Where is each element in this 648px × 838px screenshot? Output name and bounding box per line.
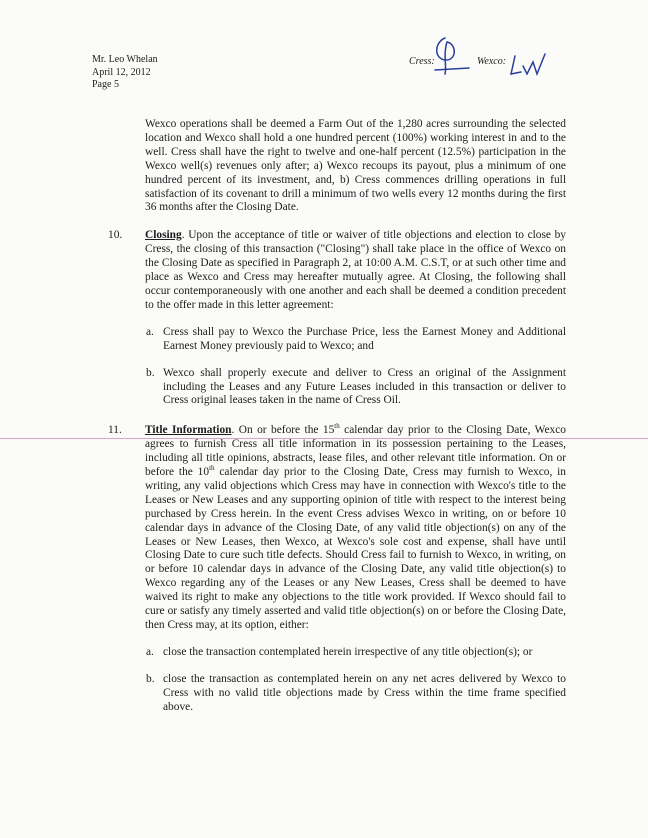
- list-item-text: Wexco shall properly execute and deliver to Cress an original of the Assignment including the Leases and any Future Leases included in this transaction or deliver to Cress original leases taken in the name of Cress Oil.: [163, 366, 566, 407]
- list-item-letter: a.: [146, 325, 154, 338]
- list-item-letter: a.: [146, 645, 154, 658]
- section-text: calendar day prior to the Closing Date, Cress may furnish to Wexco, in writing, any valid objections which Cress may have in connection with Wexco's title to the Leases or New Leases and any supporting opinion of title with respect to the interest being purchased by Cress herein. In the event Cress advises Wexco in writing, on or before 10 calendar days in advance of the Closing Date, of any valid title objection(s) on any of the Leases or New Leases, then Wexco, at Wexco's sole cost and expense, shall have until Closing Date to cure such title defects. Should Cress fail to furnish to Wexco, in writing, on or before 10 calendar days in advance of the Closing Date, any valid title objection(s) to Wexco regarding any of the Leases or any New Leases, Cress shall be deemed to have waived its right to make any objections to the title work provided. If Wexco should fail to cure or satisfy any timely asserted and valid title objection(s) on or before the Closing Date, then Cress may, at its option, either:: [145, 466, 566, 631]
- list-item: [146, 645, 566, 660]
- wexco-initials-label: Wexco:: [477, 56, 507, 67]
- list-item: [146, 325, 566, 354]
- list-item-letter: b.: [146, 672, 155, 685]
- list-item-letter: b.: [146, 366, 155, 379]
- ordinal-suffix: th: [334, 422, 340, 431]
- wexco-initials-mark: [511, 54, 545, 74]
- cress-initials-label: Cress:: [409, 56, 435, 67]
- cress-initials-mark: [435, 38, 469, 74]
- section-text: calendar day prior to the Closing Date, Wexco agrees to furnish Cress all title information in its possession pertaining to the Leases, including all title opinions, abstracts, lease files, and other relevant title information. On or before the 10: [145, 424, 566, 479]
- ordinal-suffix: th: [209, 464, 215, 473]
- section-heading: Closing: [145, 229, 182, 242]
- section-text: . On or before the 15: [231, 424, 335, 437]
- section-closing: [108, 229, 566, 312]
- letter-body: [108, 118, 566, 728]
- intro-paragraph: Wexco operations shall be deemed a Farm Out of the 1,280 acres surrounding the selected location and Wexco shall hold a one hundred percent (100%) working interest in and to the well. Cress shall have the right to twelve and one-half percent (12.5%) participation in the Wexco well(s) revenues only after; a) Wexco recoups its payout, plus a minimum of one hundred percent of its investment, and, b) Cress commences drilling operations in full satisfaction of its covenant to drill a minimum of two wells every 12 months during the first 36 months after the Closing Date.: [145, 118, 566, 214]
- section-heading: Title Information: [145, 424, 232, 437]
- list-item: [146, 366, 566, 409]
- list-item-text: close the transaction as contemplated herein on any net acres delivered by Wexco to Cress with no valid title objections made by Cress within the time frame specified above.: [163, 672, 566, 713]
- initials-block: [405, 34, 575, 78]
- page-number: Page 5: [92, 79, 119, 90]
- section-text: . Upon the acceptance of title or waiver of title objections and election to close by Cress, the closing of this transaction ("Closing") shall take place in the office of Wexco on the Closing Date as specified in Paragraph 2, at 10:00 A.M. C.S.T, or at such other time and place as Wexco and Cress may hereafter mutually agree. At Closing, the following shall occur contemporaneously with one another and each shall be deemed a condition precedent to the offer made in this letter agreement:: [145, 229, 566, 311]
- list-item-text: Cress shall pay to Wexco the Purchase Price, less the Earnest Money and Additional Earnest Money previously paid to Wexco; and: [163, 325, 566, 352]
- handwritten-initials: [405, 34, 575, 78]
- letter-date: April 12, 2012: [92, 66, 151, 78]
- list-item-text: close the transaction contemplated herein irrespective of any title objection(s); or: [163, 645, 533, 658]
- section-number: 11.: [108, 424, 122, 437]
- letter-header: [92, 54, 158, 92]
- list-item: [146, 672, 566, 715]
- section-number: 10.: [108, 229, 123, 242]
- recipient-name: Mr. Leo Whelan: [92, 54, 158, 65]
- section-title-information: [108, 422, 566, 633]
